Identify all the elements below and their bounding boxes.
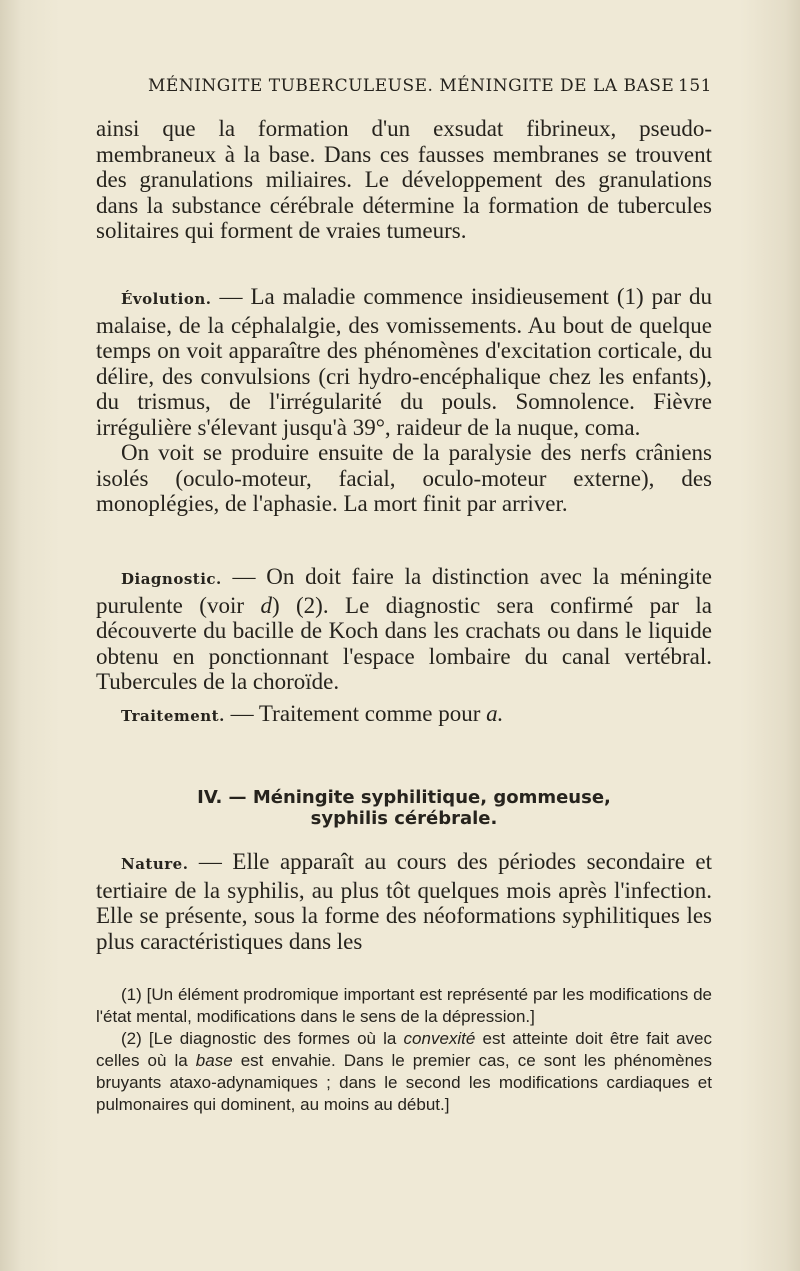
- evolution-paragraph: [96, 284, 712, 440]
- nature-paragraph: [96, 849, 712, 954]
- footnote-2-emphasis-1: convexité: [403, 1029, 476, 1048]
- traitement-ref: a.: [486, 701, 504, 726]
- evolution-label: Évolution.: [121, 290, 212, 308]
- diagnostic-paragraph: [96, 564, 712, 695]
- footnotes: [96, 984, 712, 1116]
- traitement-section: [96, 701, 712, 730]
- running-header: [148, 76, 712, 96]
- diagnostic-text-before: — On doit faire la distinction avec la méningite purulente (voir: [96, 564, 712, 618]
- page-number: 151: [678, 76, 712, 96]
- footnote-2-text-c: est envahie. Dans le premier cas, ce sont les phénomènes bruyants ataxo-adynamiques ; dans le second les modifications cardiaques et pulmonaires qui dominent, au moins au début.]: [96, 1051, 712, 1114]
- evolution-section: [96, 284, 712, 517]
- evolution-paragraph-2: On voit se produire ensuite de la paralysie des nerfs crâniens isolés (oculo-moteur, facial, oculo-moteur externe), des monoplégies, de l'aphasie. La mort finit par arriver.: [96, 440, 712, 516]
- intro-text: ainsi que la formation d'un exsudat fibrineux, pseudo-membraneux à la base. Dans ces fausses membranes se trouvent des granulations miliaires. Le développement des granulations dans la substance cérébrale détermine la formation de tubercules solitaires qui forment de vraies tumeurs.: [96, 116, 712, 243]
- diagnostic-ref: d: [260, 592, 272, 618]
- traitement-paragraph: [96, 701, 712, 730]
- footnote-2-text-b: est atteinte doit être fait avec celles où la: [96, 1029, 712, 1070]
- nature-label: Nature.: [121, 855, 189, 873]
- nature-section: [96, 849, 712, 954]
- footnote-2-text-a: (2) [Le diagnostic des formes où la: [121, 1029, 404, 1048]
- diagnostic-text-after: ) (2). Le diagnostic sera confirmé par la découverte du bacille de Koch dans les crachats ou dans le liquide obtenu en ponctionnant l'espace lombaire du canal vertébral. Tubercules de la choroïde.: [96, 592, 712, 694]
- nature-text: — Elle apparaît au cours des périodes secondaire et tertiaire de la syphilis, au plus tôt quelques mois après l'infection. Elle se présente, sous la forme des néoformations syphilitiques les plus caractéristiques dans les: [96, 849, 712, 954]
- section-title-line-2: syphilis cérébrale.: [310, 808, 498, 829]
- footnote-2-emphasis-2: base: [195, 1051, 233, 1070]
- section-heading: [96, 787, 712, 829]
- traitement-label: Traitement.: [121, 707, 225, 725]
- evolution-text: — La maladie commence insidieusement (1) par du malaise, de la céphalalgie, des vomissements. Au bout de quelque temps on voit apparaître des phénomènes d'excitation corticale, du délire, des convulsions (cri hydro-encéphalique chez les enfants), du trismus, de l'irrégularité du pouls. Somnolence. Fièvre irrégulière s'élevant jusqu'à 39°, raideur de la nuque, coma.: [96, 284, 712, 440]
- running-title: MÉNINGITE TUBERCULEUSE. MÉNINGITE DE LA BASE: [148, 76, 675, 96]
- footnote-1: (1) [Un élément prodromique important est représenté par les modifications de l'état mental, modifications dans le sens de la dépression.]: [96, 985, 712, 1026]
- intro-paragraph: [96, 116, 712, 244]
- diagnostic-section: [96, 564, 712, 695]
- footnote-2: [96, 1028, 712, 1116]
- traitement-text: — Traitement comme pour: [224, 701, 487, 726]
- diagnostic-label: Diagnostic.: [121, 570, 222, 588]
- section-title-line-1: IV. — Méningite syphilitique, gommeuse,: [197, 787, 611, 808]
